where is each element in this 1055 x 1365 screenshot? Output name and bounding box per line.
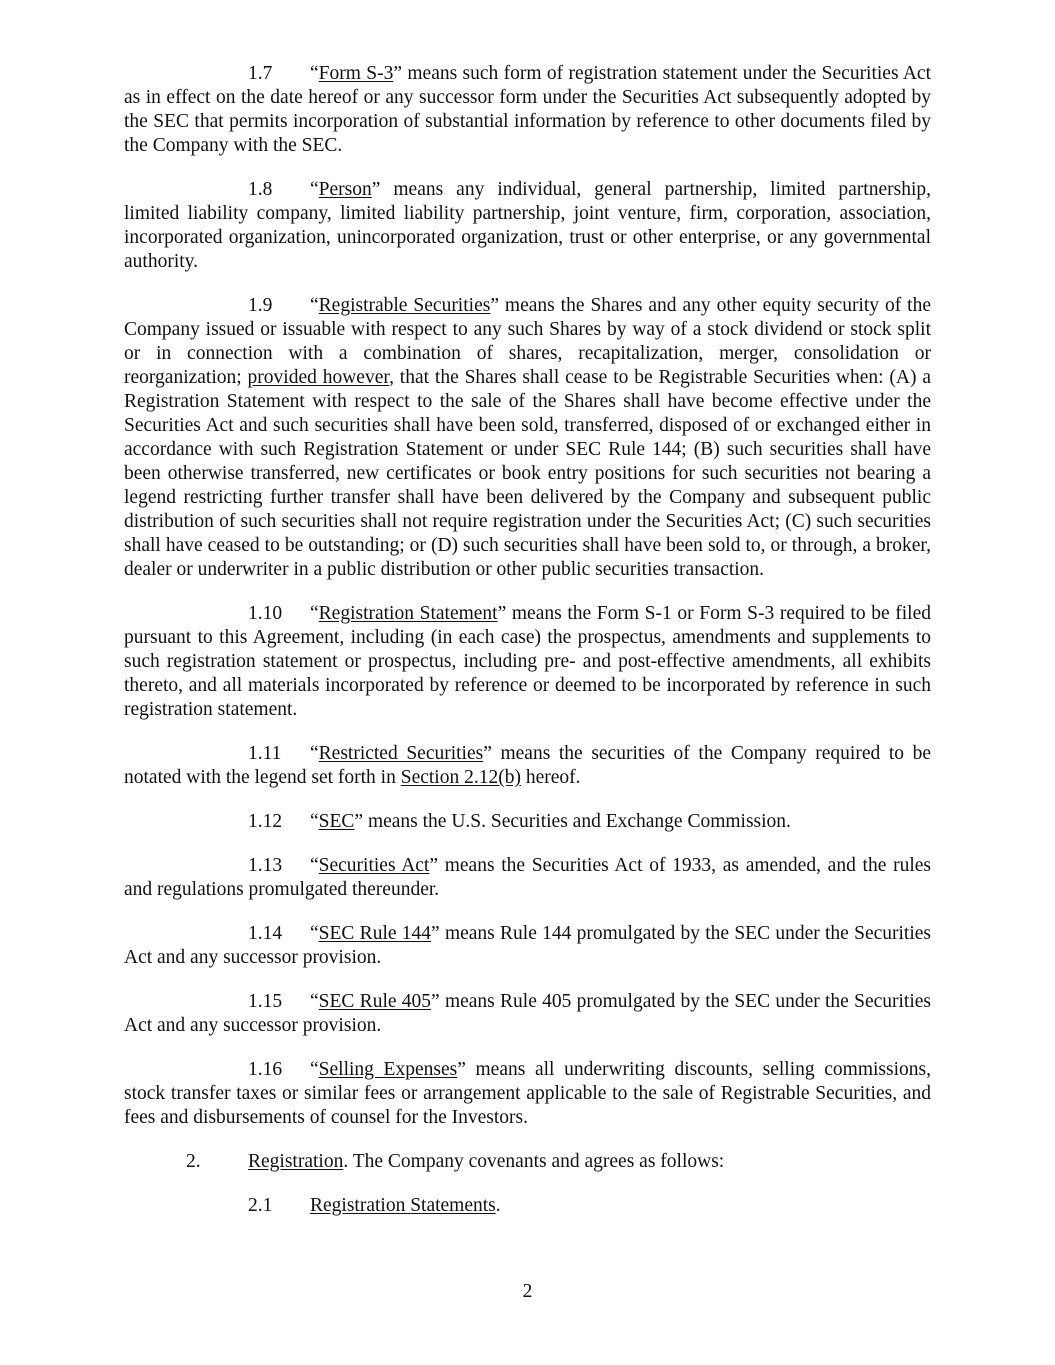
section-heading-line bbox=[310, 1194, 501, 1218]
proviso-phrase: provided however bbox=[247, 367, 390, 388]
defined-term: Securities Act bbox=[318, 855, 430, 876]
section-number: 1.15 bbox=[248, 991, 283, 1012]
defined-term: SEC Rule 144 bbox=[318, 923, 432, 944]
definition-text: ” means any individual, general partnership, limited partnership, limited liability company, limited liability partnership, joint venture, firm, corporation, association, incorporated organization, unincorporated organization, trust or other enterprise, or any governmental authority. bbox=[124, 179, 931, 272]
open-quote: “ bbox=[310, 63, 319, 84]
defined-term: SEC Rule 405 bbox=[318, 991, 432, 1012]
open-quote: “ bbox=[310, 923, 319, 944]
definition-text: ” means all underwriting discounts, selling commissions, stock transfer taxes or similar fees or arrangement applicable to the sale of Registrable Securities, and fees and disbursements of counsel for the Investors. bbox=[124, 1059, 931, 1128]
section-1-15 bbox=[124, 990, 931, 1038]
definition-text: ” means the U.S. Securities and Exchange Commission. bbox=[354, 811, 791, 832]
definition-text: ” means the Form S-1 or Form S-3 required to be filed pursuant to this Agreement, including (in each case) the prospectus, amendments and supplements to such registration statement or prospectus, including pre- and post-effective amendments, all exhibits thereto, and all materials incorporated by reference or deemed to be incorporated by reference in such registration statement. bbox=[124, 603, 931, 720]
open-quote: “ bbox=[310, 743, 319, 764]
article-heading-line bbox=[248, 1150, 724, 1174]
defined-term: Restricted Securities bbox=[318, 743, 484, 764]
section-1-16 bbox=[124, 1058, 931, 1130]
section-number: 1.11 bbox=[248, 743, 282, 764]
defined-term: SEC bbox=[318, 811, 355, 832]
definition-text: ” means the Shares and any other equity security of the Company issued or issuable with respect to any such Shares by way of a stock dividend or stock split or in connection with a combination of shares, recapitalization, merger, consolidation or reorganization; bbox=[124, 295, 931, 388]
defined-term: Person bbox=[318, 179, 372, 200]
defined-term: Registration Statement bbox=[318, 603, 498, 624]
definition-text: ” means such form of registration statement under the Securities Act as in effect on the date hereof or any successor form under the Securities Act subsequently adopted by the SEC that permits incorporation of substantial information by reference to other documents filed by the Company with the SEC. bbox=[124, 63, 931, 156]
section-number: 1.7 bbox=[248, 63, 273, 84]
open-quote: “ bbox=[310, 603, 319, 624]
open-quote: “ bbox=[310, 1059, 319, 1080]
section-number: 1.16 bbox=[248, 1059, 283, 1080]
section-1-9 bbox=[124, 294, 931, 582]
open-quote: “ bbox=[310, 855, 319, 876]
document-page bbox=[124, 62, 931, 1238]
definition-text: ” means Rule 144 promulgated by the SEC under the Securities Act and any successor provision. bbox=[124, 923, 931, 968]
section-number: 1.9 bbox=[248, 295, 273, 316]
section-number: 2.1 bbox=[248, 1195, 273, 1216]
definition-text-continued: , that the Shares shall cease to be Registrable Securities when: (A) a Registration Statement with respect to the sale of the Shares shall have become effective under the Securities Act and such securities shall have been sold, transferred, disposed of or exchanged either in accordance with such Registration Statement or under SEC Rule 144; (B) such securities shall have been otherwise transferred, new certificates or book entry positions for such securities not bearing a legend restricting further transfer shall have been delivered by the Company and subsequent public distribution of such securities shall not require registration under the Securities Act; (C) such securities shall have ceased to be outstanding; or (D) such securities shall have been sold to, or through, a broker, dealer or underwriter in a public distribution or other public securities transaction. bbox=[124, 367, 931, 580]
section-number: 1.12 bbox=[248, 811, 283, 832]
article-2-heading bbox=[124, 1150, 931, 1174]
open-quote: “ bbox=[310, 991, 319, 1012]
section-1-7 bbox=[124, 62, 931, 158]
section-1-14 bbox=[124, 922, 931, 970]
defined-term: Selling Expenses bbox=[318, 1059, 458, 1080]
section-number: 1.14 bbox=[248, 923, 283, 944]
definition-text: ” means the securities of the Company required to be notated with the legend set forth in bbox=[124, 743, 931, 788]
section-number: 1.8 bbox=[248, 179, 273, 200]
section-reference-link[interactable]: Section 2.12(b) bbox=[400, 767, 521, 788]
defined-term: Form S-3 bbox=[318, 63, 394, 84]
section-1-11 bbox=[124, 742, 931, 790]
open-quote: “ bbox=[310, 179, 319, 200]
article-title: Registration bbox=[248, 1151, 344, 1172]
section-title: Registration Statements bbox=[310, 1195, 496, 1216]
definition-text: ” means the Securities Act of 1933, as amended, and the rules and regulations promulgated thereunder. bbox=[124, 855, 931, 900]
section-2-1-heading bbox=[124, 1194, 931, 1218]
definition-text: ” means Rule 405 promulgated by the SEC under the Securities Act and any successor provision. bbox=[124, 991, 931, 1036]
section-1-13 bbox=[124, 854, 931, 902]
section-number: 1.13 bbox=[248, 855, 283, 876]
section-number: 1.10 bbox=[248, 603, 283, 624]
defined-term: Registrable Securities bbox=[318, 295, 491, 316]
section-1-12 bbox=[124, 810, 931, 834]
article-intro-text: . The Company covenants and agrees as follows: bbox=[343, 1151, 725, 1172]
section-1-8 bbox=[124, 178, 931, 274]
page-number: 2 bbox=[522, 1281, 533, 1302]
definition-text-continued: hereof. bbox=[520, 767, 581, 788]
open-quote: “ bbox=[310, 295, 319, 316]
article-number: 2. bbox=[186, 1151, 201, 1172]
section-1-10 bbox=[124, 602, 931, 722]
open-quote: “ bbox=[310, 811, 319, 832]
section-title-period: . bbox=[495, 1195, 501, 1216]
